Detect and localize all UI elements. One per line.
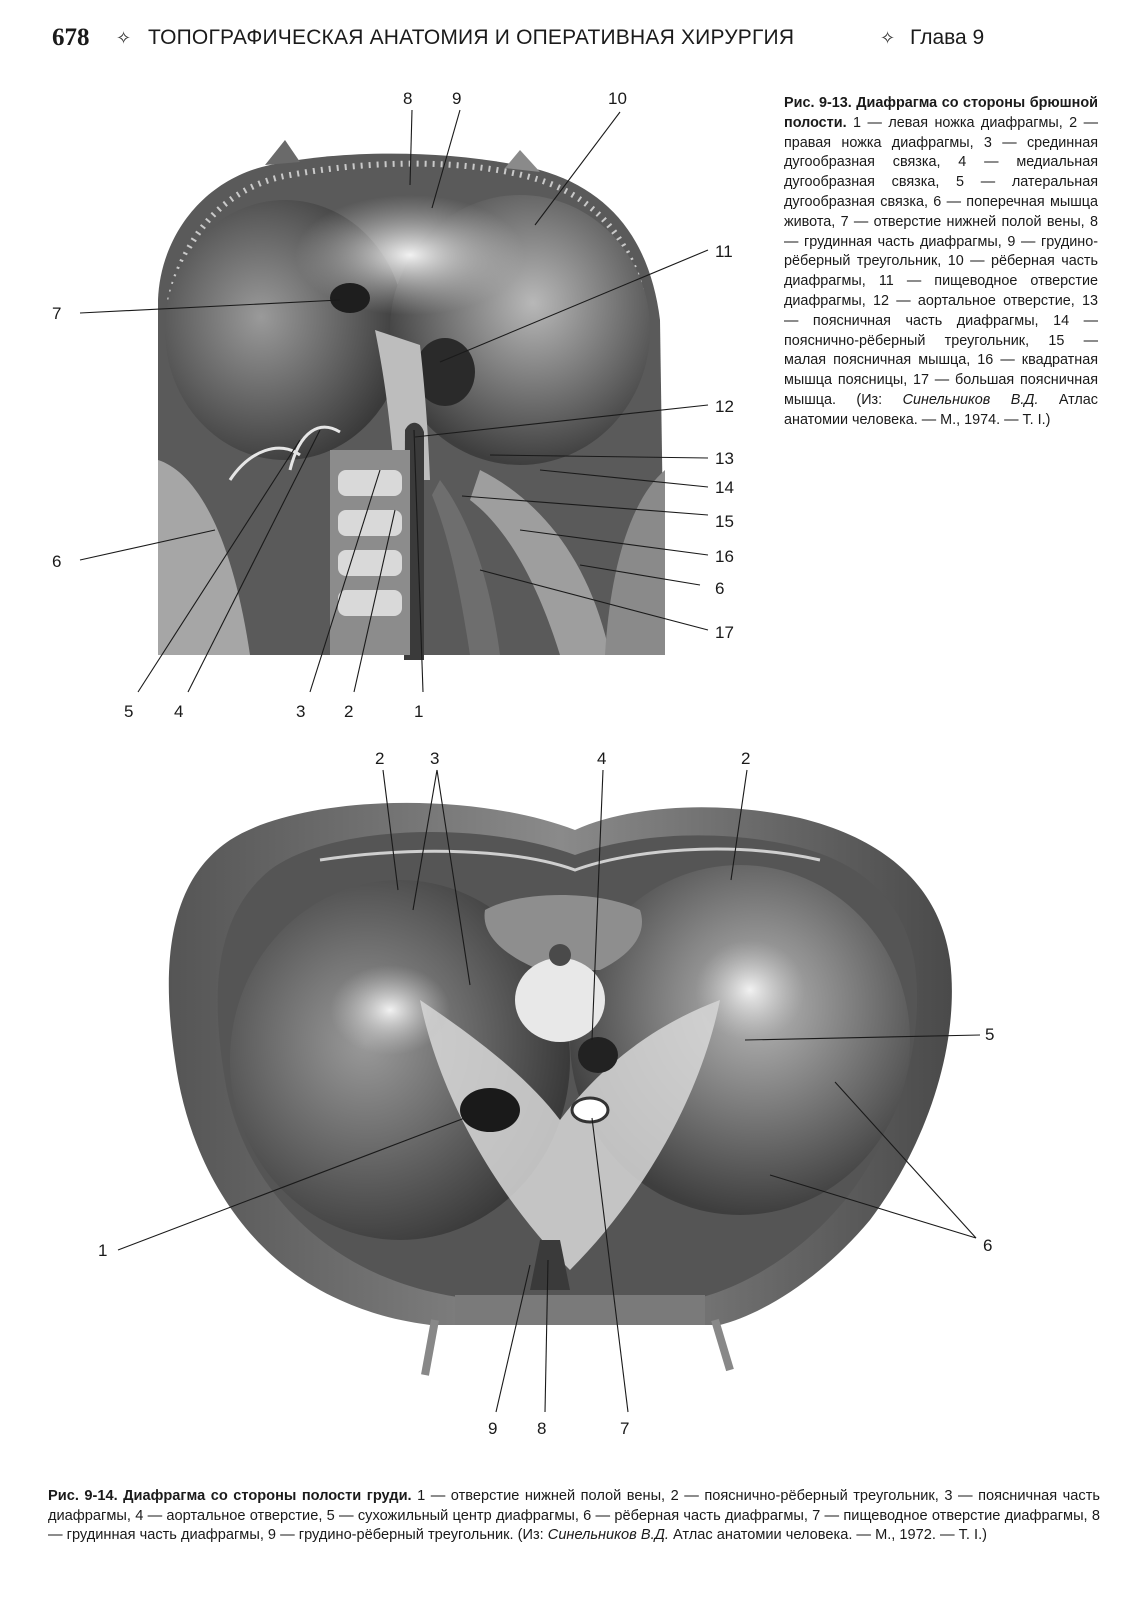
label-6-left: 6 bbox=[52, 552, 62, 571]
ivc-opening-thoracic bbox=[460, 1088, 520, 1132]
label-8: 8 bbox=[537, 1419, 547, 1438]
esophageal-opening-thoracic bbox=[572, 1098, 608, 1122]
label-9: 9 bbox=[488, 1419, 498, 1438]
central-tendon-left-lobe bbox=[330, 965, 450, 1055]
label-11: 11 bbox=[715, 242, 733, 261]
caption-title: Рис. 9-14. Диафрагма со стороны полости груди. bbox=[48, 1488, 412, 1504]
label-15: 15 bbox=[715, 512, 734, 531]
label-6-right: 6 bbox=[715, 579, 725, 598]
label-3: 3 bbox=[296, 702, 306, 721]
caption-body: 1 — левая ножка диафрагмы, 2 — правая ножка диафрагмы, 3 — срединная дугообразная связка, 4 — медиальная дугообразная связка, 5 — латеральная дугообразная связка, 6 — поперечная мышца живота, 7 — отверстие нижней полой вены, 8 — грудинная часть диафрагмы, 9 — грудино-рёберный треугольник, 10 — рёберная часть диафрагмы, 11 — пищеводное отверстие диафрагмы, 12 — аортальное отверстие, 13 — поясничная часть диафрагмы, 14 — пояснично-рёберный треугольник, 15 — малая поясничная мышца, 16 — квадратная мышца поясницы, 17 — большая поясничная мышца. (Из: bbox=[784, 114, 1098, 408]
label-4: 4 bbox=[174, 702, 184, 721]
separator-icon: ✧ bbox=[880, 28, 896, 48]
sternum bbox=[455, 1295, 705, 1325]
label-7: 7 bbox=[620, 1419, 630, 1438]
running-title: ТОПОГРАФИЧЕСКАЯ АНАТОМИЯ И ОПЕРАТИВНАЯ ХИРУРГИЯ bbox=[148, 26, 795, 49]
label-1: 1 bbox=[414, 702, 424, 721]
central-tendon-right-lobe bbox=[695, 940, 805, 1040]
label-17: 17 bbox=[715, 623, 734, 642]
rib-stub-bottom-right bbox=[715, 1320, 730, 1370]
page-number: 678 bbox=[52, 24, 90, 51]
label-10: 10 bbox=[608, 89, 627, 108]
rib-stub-bottom-left bbox=[425, 1320, 435, 1375]
label-16: 16 bbox=[715, 547, 734, 566]
caption-title: Рис. 9-13. Диафрагма со стороны брюшной полости. bbox=[784, 95, 1098, 131]
label-13: 13 bbox=[715, 449, 734, 468]
figure-9-14-caption bbox=[48, 1487, 1100, 1546]
caption-source: Атлас анатомии человека. — М., 1972. — Т. I.) bbox=[668, 1527, 988, 1544]
figure-9-13-caption bbox=[784, 94, 1098, 431]
separator-icon: ✧ bbox=[116, 28, 132, 48]
vertebral-body bbox=[515, 958, 605, 1042]
spinal-canal bbox=[549, 944, 571, 966]
label-5: 5 bbox=[124, 702, 134, 721]
label-9: 9 bbox=[452, 89, 462, 108]
ivc-opening bbox=[330, 283, 370, 313]
label-4: 4 bbox=[597, 749, 607, 768]
label-1: 1 bbox=[98, 1241, 108, 1260]
caption-author: Синельников В.Д. bbox=[902, 391, 1039, 408]
chapter-label: Глава 9 bbox=[910, 26, 985, 49]
label-8: 8 bbox=[403, 89, 413, 108]
label-2-right: 2 bbox=[741, 749, 751, 768]
label-12: 12 bbox=[715, 397, 734, 416]
label-2: 2 bbox=[344, 702, 354, 721]
caption-author: Синельников В.Д. bbox=[547, 1527, 669, 1544]
label-6: 6 bbox=[983, 1236, 993, 1255]
label-14: 14 bbox=[715, 478, 734, 497]
caption-body: 1 — отверстие нижней полой вены, 2 — пояснично-рёберный треугольник, 3 — поясничная часть диафрагмы, 4 — аортальное отверстие, 5 — сухожильный центр диафрагмы, 6 — рёберная часть диафрагмы, 7 — пищеводное отверстие диафрагмы, 8 — грудинная часть диафрагмы, 9 — грудино-рёберный треугольник. (Из: bbox=[48, 1488, 1100, 1544]
label-7: 7 bbox=[52, 304, 62, 323]
central-tendon bbox=[295, 195, 525, 315]
figure-9-14-illustration bbox=[169, 803, 952, 1375]
figure-9-13-illustration bbox=[158, 140, 665, 660]
label-2-left: 2 bbox=[375, 749, 385, 768]
aortic-opening-thoracic bbox=[578, 1037, 618, 1073]
label-3: 3 bbox=[430, 749, 440, 768]
caption-source: Атлас анатомии человека. — М., 1974. — Т. I.) bbox=[784, 391, 1099, 428]
label-5: 5 bbox=[985, 1025, 995, 1044]
rib-stub-left bbox=[265, 140, 300, 165]
